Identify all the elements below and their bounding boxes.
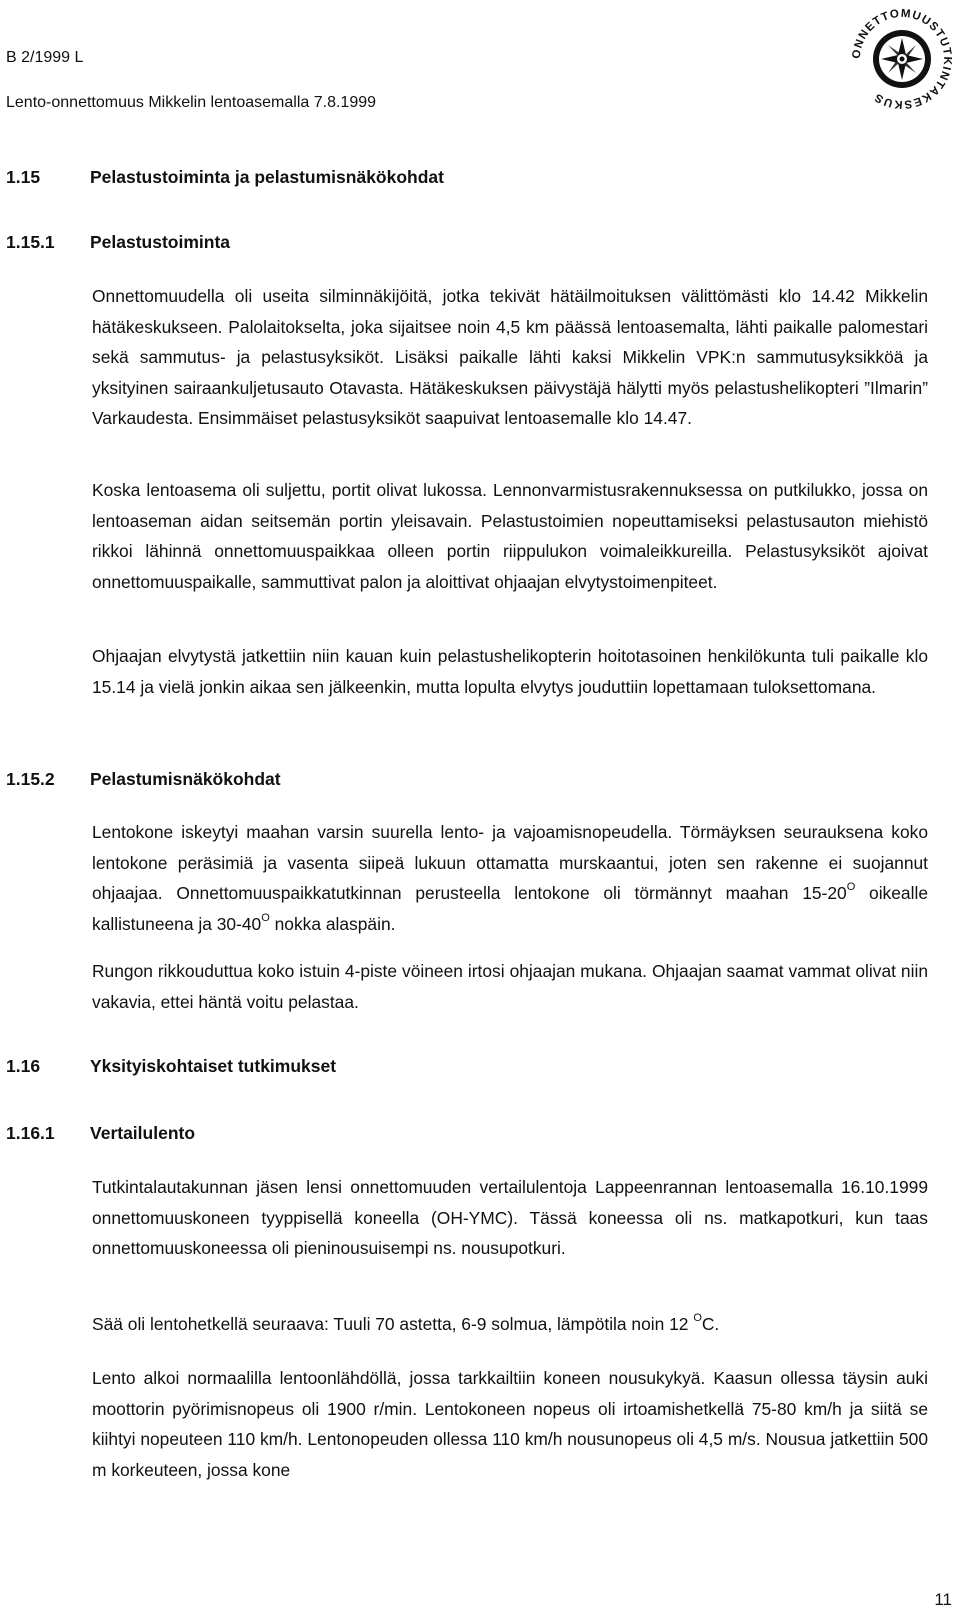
paragraph-gates-locked: Koska lentoasema oli suljettu, portit olivat lukossa. Lennonvarmistusrakennuksessa on putkilukko, jossa on lentoaseman aidan seitsemän portin yleisavain. Pelastustoimien nopeuttamiseksi pelastusauton miehistö rikkoi lähinnä onnettomuuspaikkaa olleen portin riippulukon voimaleikkureilla. Pelastusyksiköt ajoivat onnettomuuspaikalle, sammuttivat palon ja aloittivat ohjaajan elvytystoimenpiteet. — [92, 480, 928, 592]
section-number: 1.15.1 — [6, 232, 55, 252]
section-title: Vertailulento — [90, 1123, 196, 1143]
section-heading-1-15-1 — [6, 231, 230, 253]
section-title: Pelastumisnäkökohdat — [90, 769, 281, 789]
section-heading-1-15 — [6, 166, 444, 188]
section-heading-1-16 — [6, 1055, 336, 1077]
section-number: 1.15 — [6, 167, 41, 187]
paragraph-comparison-flight: Tutkintalautakunnan jäsen lensi onnettomuuden vertailulentoja Lappeenrannan lentoasemalla 16.10.1999 onnettomuuskoneen tyyppisellä koneella (OH-YMC). Tässä koneessa oli ns. matkapotkuri, kun taas onnettomuuskoneessa oli pieninousuisempi ns. nousupotkuri. — [92, 1177, 928, 1258]
degree-mark: O — [693, 1312, 702, 1324]
page-number: 11 — [934, 1590, 952, 1609]
paragraph-seat-detached: Rungon rikkouduttua koko istuin 4-piste vöineen irtosi ohjaajan mukana. Ohjaajan saamat vammat olivat niin vakavia, ettei häntä voitu pelastaa. — [92, 961, 928, 1012]
report-title: Lento-onnettomuus Mikkelin lentoasemalla 7.8.1999 — [6, 94, 377, 111]
paragraph-resuscitation: Ohjaajan elvytystä jatkettiin niin kauan kuin pelastushelikopterin hoitotasoinen henkilökunta tuli paikalle klo 15.14 ja vielä jonkin aikaa sen jälkeenkin, mutta lopulta elvytys jouduttiin lopettamaan tuloksettomana. — [92, 646, 928, 697]
logo-ring-text: ONNETTOMUUSTUTKINTAKESKUS — [850, 7, 954, 111]
section-title: Pelastustoiminta — [90, 232, 231, 252]
section-number: 1.16 — [6, 1056, 41, 1076]
paragraph-flight-details: Lento alkoi normaalilla lentoonlähdöllä, jossa tarkkailtiin koneen nousukykyä. Kaasun ollessa täysin auki moottorin pyörimisnopeus oli 1900 r/min. Lentokoneen nopeus oli irtoamishetkellä 75-80 km/h ja siitä se kiihtyi nopeuteen 110 km/h. Lentonopeuden ollessa 110 km/h nousunopeus oli 4,5 m/s. Nousua jatkettiin 500 m korkeuteen, jossa kone — [92, 1368, 928, 1480]
report-id: B 2/1999 L — [6, 49, 84, 66]
section-number: 1.16.1 — [6, 1123, 55, 1143]
paragraph-weather: Sää oli lentohetkellä seuraava: Tuuli 70 astetta, 6-9 solmua, lämpötila noin 12 $^O$C. — [92, 1312, 720, 1334]
section-title: Pelastustoiminta ja pelastumisnäkökohdat — [90, 167, 444, 187]
degree-mark: O — [846, 881, 856, 893]
paragraph-rescue-alarm: Onnettomuudella oli useita silminnäkijöitä, jotka tekivät hätäilmoituksen välittömästi klo 14.42 Mikkelin hätäkeskukseen. Palolaitokselta, joka sijaitsee noin 4,5 km päässä lentoasemalta, lähti paikalle palomestari sekä sammutus- ja pelastusyksiköt. Lisäksi paikalle lähti kaksi Mikkelin VPK:n sammutusyksikköä ja yksityinen sairaankuljetusauto Otavasta. Hätäkeskuksen päivystäjä hälytti myös pelastushelikopteri ”Ilmarin” Varkaudesta. Ensimmäiset pelastusyksiköt saapuivat lentoasemalle klo 14.47. — [92, 286, 928, 428]
section-title: Yksityiskohtaiset tutkimukset — [90, 1056, 337, 1076]
section-number: 1.15.2 — [6, 769, 55, 789]
section-heading-1-16-1 — [6, 1122, 195, 1144]
degree-mark: O — [261, 911, 270, 924]
paragraph-impact: Lentokone iskeytyi maahan varsin suurella lento- ja vajoamisnopeudella. Törmäyksen seurauksena koko lentokone peräsimiä ja vasenta siipeä lukuun ottamatta murskaantui, joten sen rakenne ei suojannut ohjaajaa. Onnettomuuspaikkatutkinnan perusteella lentokone oli törmännyt maahan $15-20^O$ oikealle kallistuneena ja $30-40^O$ nokka alaspäin. — [92, 822, 928, 934]
onnettomuustutkintakeskus-seal-icon — [847, 4, 957, 114]
section-heading-1-15-2 — [6, 768, 281, 790]
